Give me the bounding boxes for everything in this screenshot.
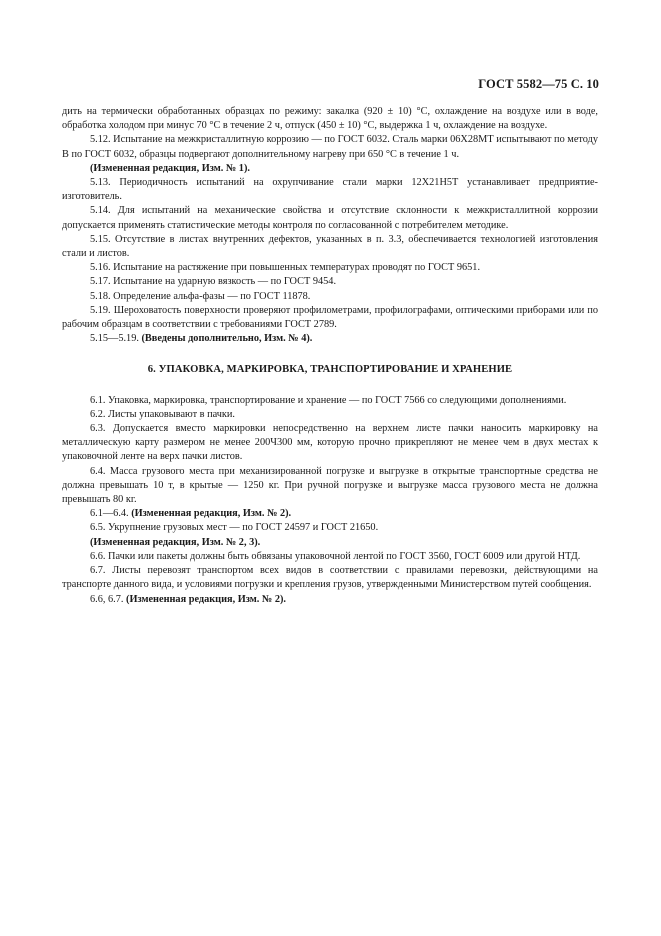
paragraph-6-2: 6.2. Листы упаковывают в пачки. xyxy=(90,408,236,420)
paragraph-continuation: дить на термически обработанных образцах по режиму: закалка (920 ± 10) °С, охлаждение на воздухе или в воде, обработка холодом при минус 70 °С в течение 2 ч, отпуск (450 ± 10) °С, выдержка 1 ч, охлаждение на воздухе. xyxy=(62,106,598,132)
paragraph-5-18: 5.18. Определение альфа-фазы — по ГОСТ 11878. xyxy=(90,290,311,302)
revision-note xyxy=(62,162,598,176)
revision-note-text: (Введены дополнительно, Изм. № 4). xyxy=(141,333,313,345)
paragraph-6-4: 6.4. Масса грузового места при механизированной погрузке и выгрузке в открытые транспортные средства не должна превышать 10 т, в крытые — 1250 кг. При ручной погрузке и выгрузке масса грузового места не должна превышать 80 кг. xyxy=(62,465,598,506)
paragraph-5-19: 5.19. Шероховатость поверхности проверяют профилометрами, профилографами, оптическими приборами или по рабочим образцам в соответствии с требованиями ГОСТ 2789. xyxy=(62,304,598,331)
revision-note-prefix: 6.1—6.4. xyxy=(90,508,132,520)
paragraph-5-15: 5.15. Отсутствие в листах внутренних дефектов, указанных в п. 3.3, обеспечивается технологией изготовления стали и листов. xyxy=(62,233,598,260)
paragraph-6-7: 6.7. Листы перевозят транспортом всех видов в соответствии с правилами перевозки, действующими на транспорте данного вида, и условиями погрузки и крепления грузов, утвержденными Министерством путей сообщения. xyxy=(62,565,598,591)
revision-note-text: (Измененная редакция, Изм. № 2). xyxy=(131,508,292,520)
revision-note-text: (Измененная редакция, Изм. № 2, 3). xyxy=(90,536,261,548)
page-header: ГОСТ 5582—75 С. 10 xyxy=(478,77,599,91)
paragraph-6-3: 6.3. Допускается вместо маркировки непосредственно на верхнем листе пачки наносить маркировку на металлическую карту размером не менее 200Ч300 мм, которую прочно прикрепляют не менее чем в двух местах к упаковочной ленте на верх пачки листов. xyxy=(62,423,598,463)
document-body xyxy=(62,105,598,607)
revision-note xyxy=(62,593,598,607)
paragraph-5-16: 5.16. Испытание на растяжение при повышенных температурах проводят по ГОСТ 9651. xyxy=(90,262,481,274)
paragraph-6-5: 6.5. Укрупнение грузовых мест — по ГОСТ 24597 и ГОСТ 21650. xyxy=(90,522,379,534)
paragraph-5-13: 5.13. Периодичность испытаний на охрупчивание стали марки 12Х21Н5Т устанавливает предприятие-изготовитель. xyxy=(62,177,598,203)
revision-note xyxy=(62,332,598,346)
paragraph-5-12: 5.12. Испытание на межкристаллитную коррозию — по ГОСТ 6032. Сталь марки 06Х28МТ испытывают по методу В по ГОСТ 6032, образцы подвергают дополнительному нагреву при 650 °С в течение 1 ч. xyxy=(62,134,598,160)
paragraph-6-1: 6.1. Упаковка, маркировка, транспортирование и хранение — по ГОСТ 7566 со следующими дополнениями. xyxy=(90,394,567,406)
revision-note-prefix: 5.15—5.19. xyxy=(90,333,142,345)
paragraph-5-17: 5.17. Испытание на ударную вязкость — по ГОСТ 9454. xyxy=(90,276,337,288)
revision-note-text: (Измененная редакция, Изм. № 1). xyxy=(90,162,250,174)
paragraph-6-6: 6.6. Пачки или пакеты должны быть обвязаны упаковочной лентой по ГОСТ 3560, ГОСТ 6009 или другой НТД. xyxy=(90,550,581,562)
section-heading: 6. УПАКОВКА, МАРКИРОВКА, ТРАНСПОРТИРОВАНИЕ И ХРАНЕНИЕ xyxy=(147,364,513,376)
revision-note-text: (Измененная редакция, Изм. № 2). xyxy=(126,593,286,605)
revision-note-prefix: 6.6, 6.7. xyxy=(90,593,127,605)
paragraph-5-14: 5.14. Для испытаний на механические свойства и отсутствие склонности к межкристаллитной коррозии допускается применять статистические методы контроля по согласованной с потребителем методике. xyxy=(62,205,598,231)
revision-note xyxy=(62,507,598,521)
revision-note xyxy=(62,536,598,550)
